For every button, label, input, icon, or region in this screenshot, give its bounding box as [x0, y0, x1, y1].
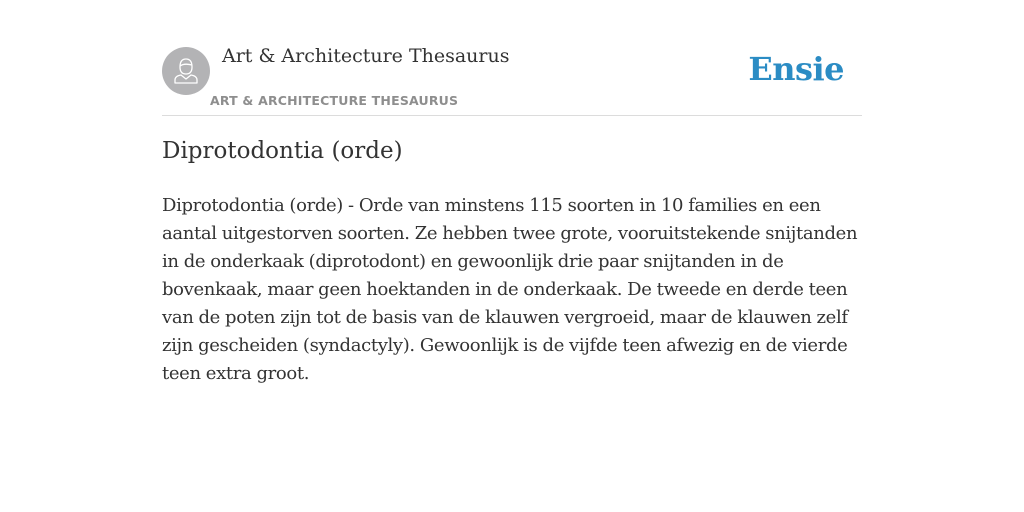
entry-title: Diprotodontia (orde) [162, 138, 403, 164]
entry-definition: Diprotodontia (orde) - Orde van minstens 115 soorten in 10 families en een aantal uitgestorven soorten. Ze hebben twee grote, vooruitstekende snijtanden in de onderkaak (diprotodont) en gewoonlijk drie paar snijtanden in de bovenkaak, maar geen hoektanden in de onderkaak. De tweede en derde teen van de poten zijn tot de basis van de klauwen vergroeid, maar de klauwen zelf zijn gescheiden (syndactyly). Gewoonlijk is de vijfde teen afwezig en de vierde teen extra groot. [162, 195, 858, 384]
source-link[interactable]: ART & ARCHITECTURE THESAURUS [210, 93, 459, 108]
entry-header [162, 40, 862, 116]
author-name[interactable]: Art & Architecture Thesaurus [222, 45, 510, 67]
user-icon [162, 47, 210, 95]
avatar[interactable] [162, 47, 210, 95]
ensie-logo[interactable]: Ensie [748, 50, 844, 88]
